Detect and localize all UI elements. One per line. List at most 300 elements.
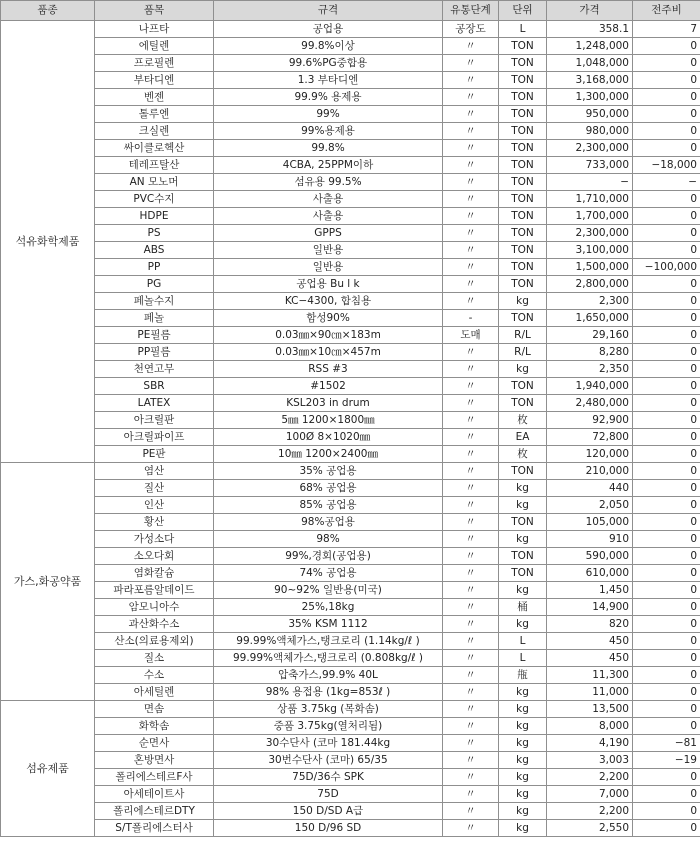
- table-row: [1, 480, 700, 497]
- item-name-cell: PVC수지: [95, 191, 214, 208]
- distribution-stage-cell: 〃: [443, 480, 499, 497]
- unit-cell: 枚: [499, 446, 547, 463]
- distribution-stage-cell: 〃: [443, 684, 499, 701]
- table-row: [1, 463, 700, 480]
- item-name-cell: 가성소다: [95, 531, 214, 548]
- distribution-stage-cell: 〃: [443, 820, 499, 837]
- spec-cell: 중품 3.75kg(열처리됨): [214, 718, 443, 735]
- spec-cell: 4CBA, 25PPM이하: [214, 157, 443, 174]
- spec-cell: 35% 공업용: [214, 463, 443, 480]
- price-cell: 3,100,000: [547, 242, 633, 259]
- weekly-change-cell: 0: [633, 55, 700, 72]
- item-name-cell: 소오다회: [95, 548, 214, 565]
- unit-cell: L: [499, 650, 547, 667]
- item-name-cell: 폴리에스테르DTY: [95, 803, 214, 820]
- unit-cell: TON: [499, 89, 547, 106]
- unit-cell: TON: [499, 191, 547, 208]
- price-cell: 1,940,000: [547, 378, 633, 395]
- price-cell: 950,000: [547, 106, 633, 123]
- table-row: [1, 548, 700, 565]
- weekly-change-cell: 7: [633, 21, 700, 38]
- distribution-stage-cell: 〃: [443, 395, 499, 412]
- header-distribution-stage: 유통단계: [443, 1, 499, 21]
- weekly-change-cell: 0: [633, 429, 700, 446]
- spec-cell: 99%: [214, 106, 443, 123]
- unit-cell: L: [499, 21, 547, 38]
- price-cell: 2,200: [547, 803, 633, 820]
- weekly-change-cell: 0: [633, 293, 700, 310]
- item-name-cell: PP필름: [95, 344, 214, 361]
- item-name-cell: 프로필렌: [95, 55, 214, 72]
- price-cell: 120,000: [547, 446, 633, 463]
- spec-cell: 99.99%액체가스,탱크로리 (1.14kg/ℓ ): [214, 633, 443, 650]
- category-cell: 섬유제품: [1, 701, 95, 837]
- weekly-change-cell: 0: [633, 38, 700, 55]
- unit-cell: TON: [499, 242, 547, 259]
- weekly-change-cell: 0: [633, 446, 700, 463]
- table-row: [1, 174, 700, 191]
- item-name-cell: LATEX: [95, 395, 214, 412]
- item-name-cell: 아크릴판: [95, 412, 214, 429]
- distribution-stage-cell: 〃: [443, 412, 499, 429]
- spec-cell: GPPS: [214, 225, 443, 242]
- spec-cell: 5㎜ 1200×1800㎜: [214, 412, 443, 429]
- table-row: [1, 531, 700, 548]
- item-name-cell: ABS: [95, 242, 214, 259]
- price-cell: 820: [547, 616, 633, 633]
- table-row: [1, 412, 700, 429]
- price-cell: 3,168,000: [547, 72, 633, 89]
- price-cell: 733,000: [547, 157, 633, 174]
- distribution-stage-cell: 〃: [443, 344, 499, 361]
- distribution-stage-cell: 〃: [443, 565, 499, 582]
- weekly-change-cell: 0: [633, 820, 700, 837]
- weekly-change-cell: −: [633, 174, 700, 191]
- table-body: [1, 21, 700, 837]
- spec-cell: 25%,18kg: [214, 599, 443, 616]
- item-name-cell: 산소(의료용제외): [95, 633, 214, 650]
- header-spec: 규격: [214, 1, 443, 21]
- weekly-change-cell: 0: [633, 378, 700, 395]
- distribution-stage-cell: 〃: [443, 582, 499, 599]
- weekly-change-cell: 0: [633, 140, 700, 157]
- weekly-change-cell: 0: [633, 72, 700, 89]
- item-name-cell: 황산: [95, 514, 214, 531]
- unit-cell: kg: [499, 820, 547, 837]
- price-cell: 1,248,000: [547, 38, 633, 55]
- weekly-change-cell: 0: [633, 327, 700, 344]
- spec-cell: 사출용: [214, 191, 443, 208]
- weekly-change-cell: 0: [633, 208, 700, 225]
- unit-cell: kg: [499, 786, 547, 803]
- spec-cell: 함성90%: [214, 310, 443, 327]
- weekly-change-cell: 0: [633, 667, 700, 684]
- spec-cell: 75D/36수 SPK: [214, 769, 443, 786]
- weekly-change-cell: 0: [633, 769, 700, 786]
- spec-cell: 99%용제용: [214, 123, 443, 140]
- spec-cell: 99.8%이상: [214, 38, 443, 55]
- unit-cell: TON: [499, 225, 547, 242]
- price-cell: 590,000: [547, 548, 633, 565]
- weekly-change-cell: 0: [633, 225, 700, 242]
- table-row: [1, 786, 700, 803]
- table-row: [1, 55, 700, 72]
- spec-cell: 75D: [214, 786, 443, 803]
- price-cell: 11,000: [547, 684, 633, 701]
- unit-cell: kg: [499, 497, 547, 514]
- table-row: [1, 752, 700, 769]
- header-category: 품종: [1, 1, 95, 21]
- price-cell: 13,500: [547, 701, 633, 718]
- weekly-change-cell: 0: [633, 412, 700, 429]
- spec-cell: 30번수단사 (코마) 65/35: [214, 752, 443, 769]
- distribution-stage-cell: -: [443, 310, 499, 327]
- item-name-cell: 암모니아수: [95, 599, 214, 616]
- table-row: [1, 667, 700, 684]
- item-name-cell: 순면사: [95, 735, 214, 752]
- weekly-change-cell: 0: [633, 633, 700, 650]
- weekly-change-cell: 0: [633, 344, 700, 361]
- weekly-change-cell: 0: [633, 480, 700, 497]
- price-cell: 610,000: [547, 565, 633, 582]
- unit-cell: kg: [499, 752, 547, 769]
- unit-cell: kg: [499, 531, 547, 548]
- weekly-change-cell: 0: [633, 106, 700, 123]
- price-cell: 92,900: [547, 412, 633, 429]
- distribution-stage-cell: 〃: [443, 633, 499, 650]
- price-cell: 2,300: [547, 293, 633, 310]
- price-cell: 450: [547, 650, 633, 667]
- spec-cell: 98% 용접용 (1kg=853ℓ ): [214, 684, 443, 701]
- table-row: [1, 344, 700, 361]
- spec-cell: KC−4300, 합침용: [214, 293, 443, 310]
- price-cell: 72,800: [547, 429, 633, 446]
- price-cell: 1,710,000: [547, 191, 633, 208]
- spec-cell: 30수단사 (코마 181.44kg: [214, 735, 443, 752]
- table-row: [1, 684, 700, 701]
- spec-cell: 85% 공업용: [214, 497, 443, 514]
- spec-cell: 100Ø 8×1020㎜: [214, 429, 443, 446]
- unit-cell: TON: [499, 72, 547, 89]
- table-row: [1, 514, 700, 531]
- item-name-cell: PE필름: [95, 327, 214, 344]
- unit-cell: TON: [499, 565, 547, 582]
- table-row: [1, 361, 700, 378]
- item-name-cell: HDPE: [95, 208, 214, 225]
- distribution-stage-cell: 〃: [443, 55, 499, 72]
- unit-cell: TON: [499, 174, 547, 191]
- unit-cell: kg: [499, 769, 547, 786]
- price-cell: 1,300,000: [547, 89, 633, 106]
- weekly-change-cell: 0: [633, 650, 700, 667]
- unit-cell: TON: [499, 514, 547, 531]
- weekly-change-cell: 0: [633, 463, 700, 480]
- distribution-stage-cell: 〃: [443, 106, 499, 123]
- weekly-change-cell: 0: [633, 684, 700, 701]
- weekly-change-cell: 0: [633, 565, 700, 582]
- price-cell: 1,650,000: [547, 310, 633, 327]
- spec-cell: 상품 3.75kg (목화솜): [214, 701, 443, 718]
- item-name-cell: 싸이클로헥산: [95, 140, 214, 157]
- header-unit: 단위: [499, 1, 547, 21]
- distribution-stage-cell: 〃: [443, 208, 499, 225]
- header-weekly-change: 전주비: [633, 1, 700, 21]
- distribution-stage-cell: 도매: [443, 327, 499, 344]
- price-cell: 2,050: [547, 497, 633, 514]
- weekly-change-cell: 0: [633, 616, 700, 633]
- distribution-stage-cell: 〃: [443, 225, 499, 242]
- distribution-stage-cell: 〃: [443, 769, 499, 786]
- item-name-cell: 혼방면사: [95, 752, 214, 769]
- item-name-cell: 면솜: [95, 701, 214, 718]
- price-cell: 1,048,000: [547, 55, 633, 72]
- table-row: [1, 650, 700, 667]
- unit-cell: R/L: [499, 327, 547, 344]
- table-row: [1, 157, 700, 174]
- price-cell: 1,450: [547, 582, 633, 599]
- header-row: [1, 1, 700, 21]
- weekly-change-cell: 0: [633, 191, 700, 208]
- category-cell: 가스,화공약품: [1, 463, 95, 701]
- spec-cell: 99.6%PG중합용: [214, 55, 443, 72]
- table-row: [1, 140, 700, 157]
- table-row: [1, 820, 700, 837]
- table-row: [1, 38, 700, 55]
- table-row: [1, 429, 700, 446]
- table-row: [1, 718, 700, 735]
- table-row: [1, 327, 700, 344]
- table-row: [1, 395, 700, 412]
- table-row: [1, 225, 700, 242]
- spec-cell: 150 D/96 SD: [214, 820, 443, 837]
- distribution-stage-cell: 〃: [443, 463, 499, 480]
- unit-cell: TON: [499, 276, 547, 293]
- price-cell: 4,190: [547, 735, 633, 752]
- unit-cell: kg: [499, 684, 547, 701]
- spec-cell: 1.3 부타디엔: [214, 72, 443, 89]
- spec-cell: 98%: [214, 531, 443, 548]
- distribution-stage-cell: 〃: [443, 259, 499, 276]
- price-cell: 2,800,000: [547, 276, 633, 293]
- item-name-cell: AN 모노머: [95, 174, 214, 191]
- price-cell: 450: [547, 633, 633, 650]
- weekly-change-cell: 0: [633, 123, 700, 140]
- table-row: [1, 701, 700, 718]
- price-cell: 210,000: [547, 463, 633, 480]
- price-cell: 8,280: [547, 344, 633, 361]
- item-name-cell: 크실렌: [95, 123, 214, 140]
- spec-cell: 일반용: [214, 259, 443, 276]
- unit-cell: TON: [499, 55, 547, 72]
- item-name-cell: 염산: [95, 463, 214, 480]
- item-name-cell: 부타디엔: [95, 72, 214, 89]
- weekly-change-cell: 0: [633, 803, 700, 820]
- distribution-stage-cell: 〃: [443, 803, 499, 820]
- unit-cell: TON: [499, 310, 547, 327]
- table-row: [1, 242, 700, 259]
- weekly-change-cell: 0: [633, 497, 700, 514]
- spec-cell: 99.9% 용제용: [214, 89, 443, 106]
- spec-cell: 150 D/SD A급: [214, 803, 443, 820]
- weekly-change-cell: 0: [633, 718, 700, 735]
- weekly-change-cell: −19: [633, 752, 700, 769]
- item-name-cell: 페놀: [95, 310, 214, 327]
- price-cell: 11,300: [547, 667, 633, 684]
- table-row: [1, 293, 700, 310]
- table-row: [1, 803, 700, 820]
- table-row: [1, 582, 700, 599]
- distribution-stage-cell: 〃: [443, 548, 499, 565]
- price-cell: 1,500,000: [547, 259, 633, 276]
- table-row: [1, 735, 700, 752]
- item-name-cell: 아크릴파이프: [95, 429, 214, 446]
- weekly-change-cell: 0: [633, 599, 700, 616]
- item-name-cell: 질산: [95, 480, 214, 497]
- item-name-cell: 테레프탈산: [95, 157, 214, 174]
- spec-cell: 섬유용 99.5%: [214, 174, 443, 191]
- table-row: [1, 599, 700, 616]
- unit-cell: TON: [499, 548, 547, 565]
- price-cell: 14,900: [547, 599, 633, 616]
- unit-cell: kg: [499, 718, 547, 735]
- item-name-cell: 아세테이트사: [95, 786, 214, 803]
- distribution-stage-cell: 〃: [443, 191, 499, 208]
- weekly-change-cell: 0: [633, 310, 700, 327]
- spec-cell: 공업용: [214, 21, 443, 38]
- table-row: [1, 378, 700, 395]
- item-name-cell: 에틸렌: [95, 38, 214, 55]
- price-cell: 3,003: [547, 752, 633, 769]
- item-name-cell: 염화칼슘: [95, 565, 214, 582]
- table-row: [1, 565, 700, 582]
- spec-cell: 99%,경회(공업용): [214, 548, 443, 565]
- unit-cell: 甁: [499, 667, 547, 684]
- price-cell: 2,350: [547, 361, 633, 378]
- price-cell: 910: [547, 531, 633, 548]
- table-row: [1, 616, 700, 633]
- item-name-cell: 아세틸렌: [95, 684, 214, 701]
- unit-cell: kg: [499, 616, 547, 633]
- unit-cell: TON: [499, 378, 547, 395]
- item-name-cell: 페놀수지: [95, 293, 214, 310]
- unit-cell: kg: [499, 480, 547, 497]
- distribution-stage-cell: 〃: [443, 650, 499, 667]
- item-name-cell: 나프타: [95, 21, 214, 38]
- item-name-cell: PE판: [95, 446, 214, 463]
- distribution-stage-cell: 〃: [443, 242, 499, 259]
- price-cell: 2,480,000: [547, 395, 633, 412]
- unit-cell: kg: [499, 361, 547, 378]
- item-name-cell: 벤젠: [95, 89, 214, 106]
- table-row: [1, 497, 700, 514]
- distribution-stage-cell: 〃: [443, 599, 499, 616]
- spec-cell: 74% 공업용: [214, 565, 443, 582]
- distribution-stage-cell: 〃: [443, 157, 499, 174]
- table-row: [1, 769, 700, 786]
- unit-cell: TON: [499, 395, 547, 412]
- header-item: 품목: [95, 1, 214, 21]
- weekly-change-cell: 0: [633, 242, 700, 259]
- table-row: [1, 191, 700, 208]
- weekly-change-cell: 0: [633, 548, 700, 565]
- spec-cell: 0.03㎜×90㎝×183m: [214, 327, 443, 344]
- table-row: [1, 446, 700, 463]
- spec-cell: #1502: [214, 378, 443, 395]
- price-cell: −: [547, 174, 633, 191]
- price-cell: 105,000: [547, 514, 633, 531]
- table-row: [1, 276, 700, 293]
- item-name-cell: 파라포름알데이드: [95, 582, 214, 599]
- distribution-stage-cell: 〃: [443, 531, 499, 548]
- spec-cell: KSL203 in drum: [214, 395, 443, 412]
- distribution-stage-cell: 〃: [443, 123, 499, 140]
- item-name-cell: 톨루엔: [95, 106, 214, 123]
- distribution-stage-cell: 〃: [443, 89, 499, 106]
- distribution-stage-cell: 〃: [443, 276, 499, 293]
- price-cell: 440: [547, 480, 633, 497]
- spec-cell: 일반용: [214, 242, 443, 259]
- unit-cell: TON: [499, 259, 547, 276]
- item-name-cell: SBR: [95, 378, 214, 395]
- unit-cell: TON: [499, 38, 547, 55]
- unit-cell: R/L: [499, 344, 547, 361]
- table-row: [1, 208, 700, 225]
- weekly-change-cell: −81: [633, 735, 700, 752]
- spec-cell: 99.99%액체가스,탱크로리 (0.808kg/ℓ ): [214, 650, 443, 667]
- price-cell: 7,000: [547, 786, 633, 803]
- distribution-stage-cell: 〃: [443, 140, 499, 157]
- header-price: 가격: [547, 1, 633, 21]
- unit-cell: 枚: [499, 412, 547, 429]
- weekly-change-cell: −18,000: [633, 157, 700, 174]
- unit-cell: kg: [499, 803, 547, 820]
- spec-cell: 68% 공업용: [214, 480, 443, 497]
- item-name-cell: PP: [95, 259, 214, 276]
- unit-cell: kg: [499, 582, 547, 599]
- distribution-stage-cell: 〃: [443, 293, 499, 310]
- spec-cell: 98%공업용: [214, 514, 443, 531]
- item-name-cell: 과산화수소: [95, 616, 214, 633]
- distribution-stage-cell: 〃: [443, 752, 499, 769]
- distribution-stage-cell: 〃: [443, 429, 499, 446]
- spec-cell: 사출용: [214, 208, 443, 225]
- table-row: [1, 106, 700, 123]
- weekly-change-cell: 0: [633, 361, 700, 378]
- spec-cell: 90~92% 일반용(미국): [214, 582, 443, 599]
- weekly-change-cell: 0: [633, 514, 700, 531]
- distribution-stage-cell: 〃: [443, 718, 499, 735]
- distribution-stage-cell: 〃: [443, 361, 499, 378]
- distribution-stage-cell: 〃: [443, 38, 499, 55]
- unit-cell: TON: [499, 140, 547, 157]
- category-cell: 석유화학제품: [1, 21, 95, 463]
- unit-cell: TON: [499, 463, 547, 480]
- spec-cell: 압축가스,99.9% 40L: [214, 667, 443, 684]
- table-row: [1, 633, 700, 650]
- distribution-stage-cell: 〃: [443, 514, 499, 531]
- weekly-change-cell: 0: [633, 701, 700, 718]
- item-name-cell: 화학솜: [95, 718, 214, 735]
- table-row: [1, 72, 700, 89]
- price-cell: 2,550: [547, 820, 633, 837]
- weekly-change-cell: 0: [633, 786, 700, 803]
- price-cell: 980,000: [547, 123, 633, 140]
- distribution-stage-cell: 〃: [443, 174, 499, 191]
- distribution-stage-cell: 〃: [443, 497, 499, 514]
- weekly-change-cell: −100,000: [633, 259, 700, 276]
- table-row: [1, 21, 700, 38]
- spec-cell: 10㎜ 1200×2400㎜: [214, 446, 443, 463]
